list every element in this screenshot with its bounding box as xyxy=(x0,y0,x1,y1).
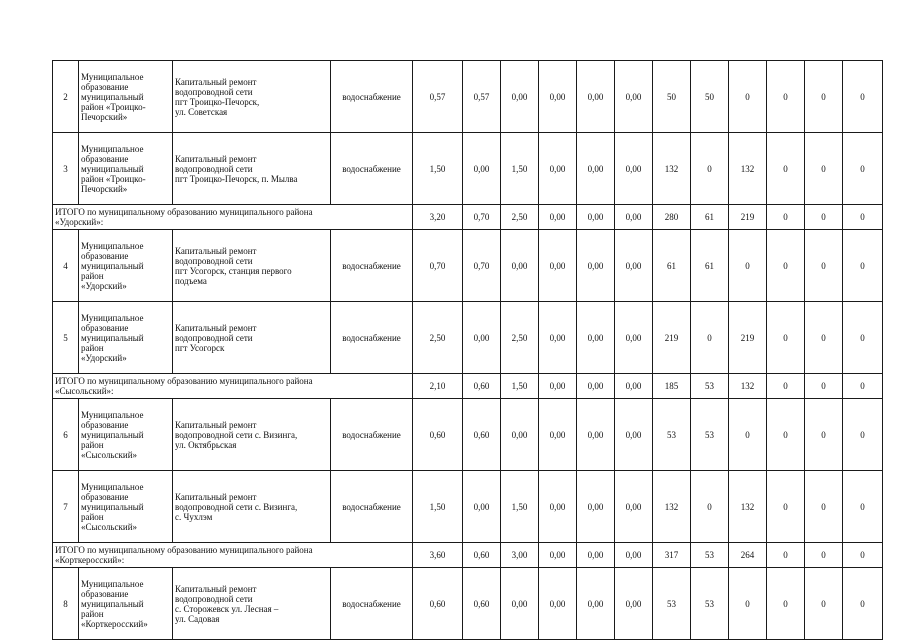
value-cell: 0 xyxy=(767,205,805,230)
value-cell: 3,00 xyxy=(501,543,539,568)
value-cell: 0 xyxy=(767,471,805,543)
value-cell: 0,70 xyxy=(413,230,463,302)
value-cell: 132 xyxy=(729,133,767,205)
value-cell: 0 xyxy=(767,230,805,302)
value-cell: 0 xyxy=(843,374,883,399)
value-cell: 61 xyxy=(653,230,691,302)
value-cell: 0,00 xyxy=(577,61,615,133)
value-cell: 0 xyxy=(805,302,843,374)
value-cell: 0 xyxy=(767,302,805,374)
value-cell: 0,00 xyxy=(577,133,615,205)
table-row xyxy=(53,302,883,374)
value-cell: 0,57 xyxy=(413,61,463,133)
row-number: 4 xyxy=(53,230,79,302)
value-cell: 0 xyxy=(843,399,883,471)
value-cell: 0 xyxy=(805,568,843,640)
value-cell: 0 xyxy=(691,133,729,205)
value-cell: 0,60 xyxy=(463,374,501,399)
value-cell: 0 xyxy=(805,205,843,230)
value-cell: 0 xyxy=(805,61,843,133)
work-description-cell: Капитальный ремонт водопроводной сети с. Визинга, ул. Октябрьская xyxy=(173,399,331,471)
value-cell: 0 xyxy=(767,543,805,568)
value-cell: 2,50 xyxy=(501,205,539,230)
value-cell: 0,00 xyxy=(539,471,577,543)
value-cell: 0 xyxy=(843,133,883,205)
value-cell: 53 xyxy=(691,543,729,568)
municipality-cell: Муниципальное образование муниципальный район «Корткеросский» xyxy=(79,568,173,640)
value-cell: 0 xyxy=(767,568,805,640)
value-cell: 3,60 xyxy=(413,543,463,568)
value-cell: 219 xyxy=(653,302,691,374)
value-cell: 0,00 xyxy=(463,133,501,205)
value-cell: 0,00 xyxy=(615,61,653,133)
table-body xyxy=(53,61,883,640)
table-row xyxy=(53,471,883,543)
value-cell: 0,60 xyxy=(463,543,501,568)
work-description-cell: Капитальный ремонт водопроводной сети пгт Усогорск xyxy=(173,302,331,374)
work-description-cell: Капитальный ремонт водопроводной сети пгт Троицко-Печорск, п. Мылва xyxy=(173,133,331,205)
value-cell: 61 xyxy=(691,230,729,302)
value-cell: 0,00 xyxy=(615,568,653,640)
table-row xyxy=(53,230,883,302)
value-cell: 0 xyxy=(843,61,883,133)
value-cell: 0,00 xyxy=(501,61,539,133)
utility-type-cell: водоснабжение xyxy=(331,568,413,640)
value-cell: 0,60 xyxy=(463,568,501,640)
value-cell: 0,00 xyxy=(501,568,539,640)
value-cell: 0,60 xyxy=(463,399,501,471)
value-cell: 0 xyxy=(805,543,843,568)
work-description-cell: Капитальный ремонт водопроводной сети пгт Усогорск, станция первого подъема xyxy=(173,230,331,302)
value-cell: 0 xyxy=(843,302,883,374)
value-cell: 2,10 xyxy=(413,374,463,399)
value-cell: 0 xyxy=(729,61,767,133)
table-row xyxy=(53,399,883,471)
row-number: 5 xyxy=(53,302,79,374)
value-cell: 61 xyxy=(691,205,729,230)
value-cell: 3,20 xyxy=(413,205,463,230)
value-cell: 0 xyxy=(729,230,767,302)
municipality-cell: Муниципальное образование муниципальный район «Сысольский» xyxy=(79,471,173,543)
value-cell: 0,00 xyxy=(539,230,577,302)
utility-type-cell: водоснабжение xyxy=(331,230,413,302)
value-cell: 0,57 xyxy=(463,61,501,133)
value-cell: 0,60 xyxy=(413,568,463,640)
value-cell: 0 xyxy=(691,471,729,543)
value-cell: 317 xyxy=(653,543,691,568)
value-cell: 0 xyxy=(805,399,843,471)
value-cell: 132 xyxy=(729,471,767,543)
value-cell: 0,00 xyxy=(615,374,653,399)
municipality-cell: Муниципальное образование муниципальный район «Троицко- Печорский» xyxy=(79,133,173,205)
value-cell: 264 xyxy=(729,543,767,568)
value-cell: 0,00 xyxy=(577,205,615,230)
work-description-cell: Капитальный ремонт водопроводной сети с. Визинга, с. Чухлэм xyxy=(173,471,331,543)
table-row xyxy=(53,568,883,640)
value-cell: 0 xyxy=(805,374,843,399)
value-cell: 0 xyxy=(767,61,805,133)
table-row xyxy=(53,61,883,133)
value-cell: 219 xyxy=(729,302,767,374)
value-cell: 53 xyxy=(653,568,691,640)
value-cell: 0,00 xyxy=(615,205,653,230)
row-number: 6 xyxy=(53,399,79,471)
value-cell: 0 xyxy=(805,133,843,205)
value-cell: 0,00 xyxy=(539,374,577,399)
value-cell: 1,50 xyxy=(413,471,463,543)
utility-type-cell: водоснабжение xyxy=(331,471,413,543)
work-description-cell: Капитальный ремонт водопроводной сети с. Сторожевск ул. Лесная – ул. Садовая xyxy=(173,568,331,640)
value-cell: 0,00 xyxy=(577,374,615,399)
value-cell: 0 xyxy=(729,568,767,640)
value-cell: 0 xyxy=(843,205,883,230)
value-cell: 280 xyxy=(653,205,691,230)
value-cell: 0,00 xyxy=(463,471,501,543)
utility-type-cell: водоснабжение xyxy=(331,61,413,133)
value-cell: 53 xyxy=(691,399,729,471)
utility-type-cell: водоснабжение xyxy=(331,399,413,471)
value-cell: 1,50 xyxy=(413,133,463,205)
value-cell: 0 xyxy=(843,471,883,543)
value-cell: 0,00 xyxy=(463,302,501,374)
value-cell: 1,50 xyxy=(501,374,539,399)
value-cell: 1,50 xyxy=(501,133,539,205)
total-row xyxy=(53,205,883,230)
total-row xyxy=(53,543,883,568)
value-cell: 0,00 xyxy=(577,399,615,471)
value-cell: 0 xyxy=(843,568,883,640)
value-cell: 1,50 xyxy=(501,471,539,543)
value-cell: 0,00 xyxy=(539,543,577,568)
value-cell: 0,00 xyxy=(615,230,653,302)
value-cell: 0,00 xyxy=(539,133,577,205)
value-cell: 0,70 xyxy=(463,230,501,302)
value-cell: 132 xyxy=(653,471,691,543)
row-number: 3 xyxy=(53,133,79,205)
value-cell: 0,00 xyxy=(539,302,577,374)
value-cell: 50 xyxy=(653,61,691,133)
value-cell: 0 xyxy=(767,374,805,399)
value-cell: 0,00 xyxy=(577,568,615,640)
value-cell: 2,50 xyxy=(501,302,539,374)
value-cell: 2,50 xyxy=(413,302,463,374)
total-label: ИТОГО по муниципальному образованию муниципального района «Корткеросский»: xyxy=(53,543,413,568)
value-cell: 0,00 xyxy=(539,568,577,640)
value-cell: 185 xyxy=(653,374,691,399)
value-cell: 0,00 xyxy=(501,230,539,302)
value-cell: 0,60 xyxy=(413,399,463,471)
value-cell: 53 xyxy=(691,374,729,399)
value-cell: 0 xyxy=(729,399,767,471)
total-label: ИТОГО по муниципальному образованию муниципального района «Сысольский»: xyxy=(53,374,413,399)
row-number: 2 xyxy=(53,61,79,133)
value-cell: 0,00 xyxy=(577,302,615,374)
value-cell: 50 xyxy=(691,61,729,133)
row-number: 8 xyxy=(53,568,79,640)
municipality-cell: Муниципальное образование муниципальный район «Удорский» xyxy=(79,302,173,374)
value-cell: 0,00 xyxy=(615,302,653,374)
value-cell: 0,00 xyxy=(501,399,539,471)
table-row xyxy=(53,133,883,205)
total-row xyxy=(53,374,883,399)
utility-type-cell: водоснабжение xyxy=(331,302,413,374)
value-cell: 53 xyxy=(653,399,691,471)
utility-type-cell: водоснабжение xyxy=(331,133,413,205)
value-cell: 0 xyxy=(843,230,883,302)
value-cell: 0 xyxy=(805,230,843,302)
program-table xyxy=(52,60,883,640)
value-cell: 0,00 xyxy=(577,543,615,568)
value-cell: 132 xyxy=(729,374,767,399)
value-cell: 132 xyxy=(653,133,691,205)
value-cell: 0,00 xyxy=(615,133,653,205)
value-cell: 0 xyxy=(843,543,883,568)
work-description-cell: Капитальный ремонт водопроводной сети пгт Троицко-Печорск, ул. Советская xyxy=(173,61,331,133)
value-cell: 0 xyxy=(767,399,805,471)
value-cell: 0 xyxy=(805,471,843,543)
value-cell: 0,00 xyxy=(577,230,615,302)
value-cell: 219 xyxy=(729,205,767,230)
value-cell: 53 xyxy=(691,568,729,640)
value-cell: 0,00 xyxy=(539,61,577,133)
value-cell: 0,00 xyxy=(615,399,653,471)
municipality-cell: Муниципальное образование муниципальный район «Сысольский» xyxy=(79,399,173,471)
total-label: ИТОГО по муниципальному образованию муниципального района «Удорский»: xyxy=(53,205,413,230)
value-cell: 0,00 xyxy=(615,543,653,568)
municipality-cell: Муниципальное образование муниципальный район «Троицко- Печорский» xyxy=(79,61,173,133)
value-cell: 0 xyxy=(691,302,729,374)
row-number: 7 xyxy=(53,471,79,543)
value-cell: 0,70 xyxy=(463,205,501,230)
value-cell: 0,00 xyxy=(615,471,653,543)
value-cell: 0,00 xyxy=(539,205,577,230)
value-cell: 0,00 xyxy=(577,471,615,543)
municipality-cell: Муниципальное образование муниципальный район «Удорский» xyxy=(79,230,173,302)
value-cell: 0 xyxy=(767,133,805,205)
document-page xyxy=(52,60,883,640)
value-cell: 0,00 xyxy=(539,399,577,471)
